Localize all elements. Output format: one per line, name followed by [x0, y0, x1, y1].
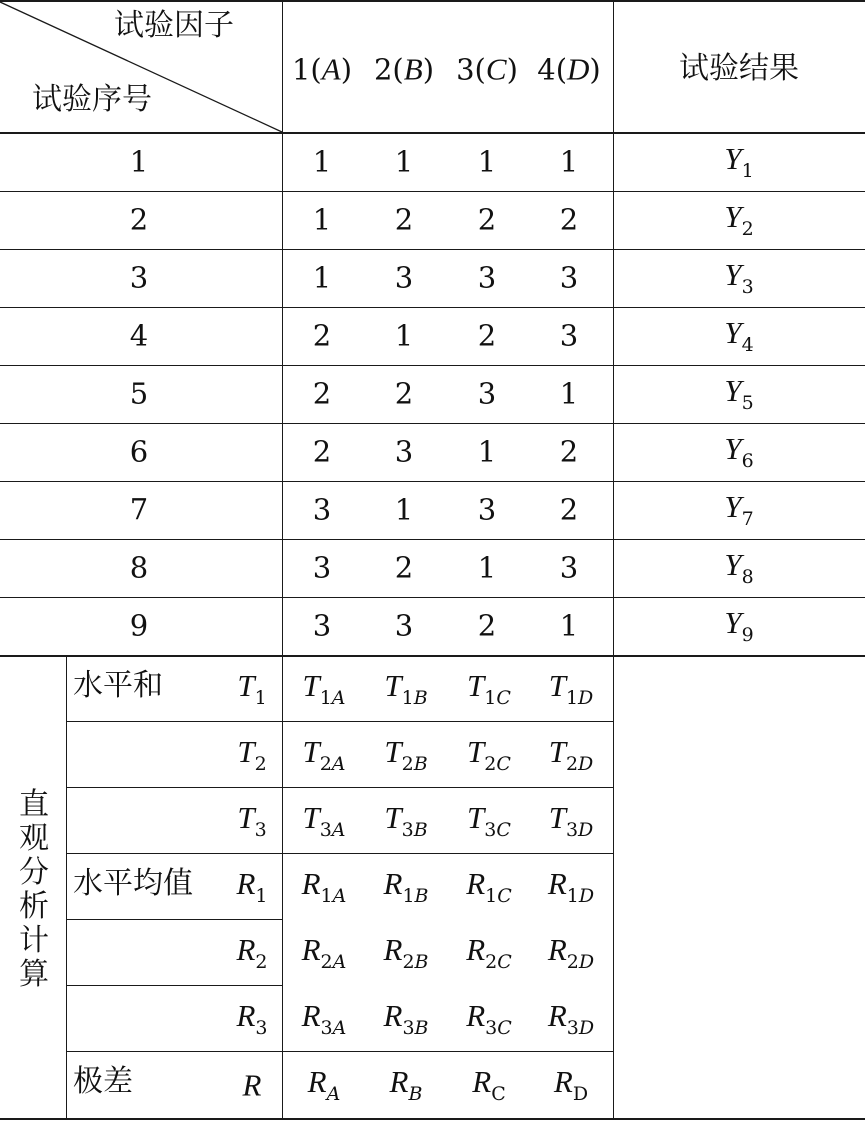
level-cell: 2: [394, 376, 414, 411]
analysis-cell: [302, 868, 347, 906]
factor-number: 4: [537, 52, 556, 87]
analysis-cell-subscript: 2B: [402, 951, 429, 973]
level-cell: 2: [477, 202, 497, 237]
analysis-cell: [548, 868, 594, 906]
level-cell: 3: [477, 260, 497, 295]
analysis-cell-subscript: 2A: [319, 753, 346, 775]
level-cell: 2: [477, 608, 497, 643]
analysis-cell-symbol: R: [301, 866, 321, 901]
analysis-cell-subscript: 1A: [319, 687, 346, 709]
result-subscript: 8: [741, 566, 754, 588]
analysis-group-label: 水平均值: [73, 866, 193, 901]
analysis-symbol-letter: R: [236, 998, 256, 1033]
result-subscript: 4: [741, 334, 754, 356]
analysis-cell-subscript: 3A: [319, 819, 346, 841]
paren: ): [589, 52, 601, 87]
level-cell: 2: [394, 550, 414, 585]
analysis-symbol: [236, 868, 267, 906]
analysis-cell: [384, 934, 429, 972]
analysis-cell-subscript: 3D: [565, 819, 594, 841]
paren: (: [555, 52, 568, 87]
result-subscript: 1: [741, 160, 754, 182]
rule-body-bottom: [0, 655, 865, 657]
analysis-group-label: 水平和: [73, 668, 163, 703]
analysis-symbol-subscript: 1: [255, 885, 268, 907]
level-cell: 3: [394, 608, 414, 643]
result-subscript: 3: [741, 276, 754, 298]
analysis-cell-symbol: T: [467, 668, 485, 703]
paren: (: [474, 52, 486, 87]
analysis-cell-subscript: 2C: [484, 753, 511, 775]
analysis-symbol: [242, 1067, 262, 1103]
rule-analysis: [66, 1051, 614, 1052]
level-cell: 2: [312, 318, 332, 353]
analysis-cell: [308, 1066, 341, 1104]
analysis-cell: [384, 802, 427, 840]
factor-header: [456, 51, 518, 87]
analysis-cell-symbol: T: [302, 800, 320, 835]
result-subscript: 9: [741, 624, 754, 646]
analysis-cell-symbol: T: [548, 734, 566, 769]
analysis-cell-symbol: T: [384, 800, 402, 835]
result-symbol: Y: [724, 605, 742, 640]
analysis-cell-subscript: 2B: [401, 753, 428, 775]
result-symbol: Y: [724, 141, 742, 176]
analysis-cell: [384, 1000, 429, 1038]
rule-row: [0, 249, 865, 250]
analysis-cell-subscript: 1C: [484, 687, 511, 709]
result-symbol: Y: [724, 199, 742, 234]
analysis-cell: [302, 802, 345, 840]
rule-row: [0, 365, 865, 366]
result-cell: [724, 317, 753, 355]
result-cell: [724, 491, 753, 529]
factor-letter: A: [321, 51, 341, 87]
header-result-label: 试验结果: [679, 51, 799, 86]
factor-letter: C: [485, 51, 507, 87]
analysis-cell-symbol: T: [548, 668, 566, 703]
level-cell: 2: [394, 202, 414, 237]
analysis-cell-subscript: A: [326, 1083, 341, 1105]
analysis-cell-subscript: B: [408, 1083, 423, 1105]
analysis-cell-symbol: R: [466, 932, 486, 967]
level-cell: 3: [312, 608, 332, 643]
result-subscript: 6: [741, 450, 754, 472]
result-cell: [724, 433, 753, 471]
analysis-cell: [467, 736, 511, 774]
analysis-cell-symbol: R: [383, 998, 403, 1033]
result-cell: [724, 607, 753, 645]
trial-number: 6: [129, 434, 149, 469]
rule-analysis: [66, 787, 614, 788]
level-cell: 1: [477, 434, 497, 469]
factor-number: 1: [291, 52, 311, 87]
analysis-symbol-letter: T: [237, 800, 255, 835]
analysis-cell: [384, 868, 429, 906]
analysis-cell-subscript: 1B: [402, 885, 429, 907]
analysis-cell-symbol: T: [384, 734, 402, 769]
analysis-cell-symbol: R: [383, 866, 403, 901]
analysis-cell-symbol: R: [547, 866, 567, 901]
analysis-symbol-subscript: 3: [255, 1017, 268, 1039]
header-factor-label: 试验因子: [114, 8, 234, 43]
analysis-cell-subscript: 3D: [566, 1017, 595, 1039]
level-cell: 1: [477, 550, 497, 585]
analysis-cell: [549, 802, 594, 840]
result-subscript: 7: [741, 508, 754, 530]
side-char: 直: [19, 787, 49, 822]
result-cell: [724, 201, 753, 239]
side-char: 观: [19, 821, 49, 856]
trial-number: 2: [129, 202, 149, 237]
analysis-cell: [467, 670, 511, 708]
paren: (: [310, 52, 322, 87]
analysis-cell: [384, 736, 427, 774]
rule-row: [0, 423, 865, 424]
result-symbol: Y: [724, 315, 742, 350]
analysis-cell-symbol: R: [553, 1064, 573, 1099]
rule-analysis: [66, 985, 282, 986]
trial-number: 5: [129, 376, 149, 411]
analysis-cell-symbol: T: [548, 800, 566, 835]
level-cell: 1: [394, 144, 414, 179]
rule-row: [0, 597, 865, 598]
analysis-cell-subscript: 2A: [320, 951, 347, 973]
rule-row: [0, 307, 865, 308]
level-cell: 1: [477, 144, 497, 179]
factor-header: [373, 51, 435, 87]
trial-number: 8: [129, 550, 149, 585]
result-cell: [724, 259, 753, 297]
analysis-cell-symbol: R: [301, 932, 321, 967]
rule-row: [0, 481, 865, 482]
level-cell: 3: [559, 550, 579, 585]
analysis-cell-symbol: R: [301, 998, 321, 1033]
level-cell: 3: [559, 318, 579, 353]
trial-number: 7: [129, 492, 149, 527]
analysis-cell-subscript: 1D: [565, 687, 594, 709]
analysis-symbol-subscript: 3: [254, 819, 267, 841]
level-cell: 2: [559, 492, 579, 527]
rule-analysis: [66, 919, 282, 920]
analysis-cell-symbol: T: [302, 734, 320, 769]
paren: ): [340, 52, 353, 87]
level-cell: 3: [559, 260, 579, 295]
analysis-cell: [554, 1066, 588, 1104]
level-cell: 2: [477, 318, 497, 353]
analysis-cell-symbol: R: [389, 1064, 409, 1099]
result-subscript: 2: [741, 218, 754, 240]
analysis-symbol: [236, 1000, 267, 1038]
analysis-cell-subscript: 3C: [484, 819, 511, 841]
side-char: 计: [19, 923, 49, 958]
analysis-cell-symbol: R: [547, 998, 567, 1033]
analysis-cell-subscript: 1A: [320, 885, 347, 907]
analysis-cell-subscript: 3B: [401, 819, 428, 841]
analysis-cell-symbol: R: [307, 1064, 327, 1099]
result-symbol: Y: [724, 547, 742, 582]
analysis-cell: [390, 1066, 423, 1104]
paren: ): [422, 52, 435, 87]
analysis-cell: [384, 670, 427, 708]
rule-analysis: [66, 721, 614, 722]
rule-vertical: [282, 0, 283, 1120]
analysis-symbol-subscript: 2: [254, 753, 267, 775]
analysis-cell: [549, 670, 594, 708]
level-cell: 1: [312, 202, 332, 237]
analysis-symbol-letter: R: [236, 932, 256, 967]
level-cell: 1: [394, 492, 414, 527]
analysis-cell-symbol: T: [302, 668, 320, 703]
analysis-cell: [548, 1000, 594, 1038]
analysis-symbol: [236, 934, 267, 972]
analysis-symbol-letter: R: [236, 866, 256, 901]
analysis-cell-symbol: R: [547, 932, 567, 967]
level-cell: 3: [394, 260, 414, 295]
level-cell: 3: [312, 492, 332, 527]
rule-vertical: [66, 655, 67, 1120]
factor-header: [537, 51, 601, 87]
analysis-symbol-letter: R: [242, 1067, 262, 1103]
analysis-cell-subscript: 3A: [320, 1017, 347, 1039]
result-cell: [724, 143, 753, 181]
factor-letter: D: [567, 51, 590, 87]
analysis-symbol-letter: T: [237, 668, 255, 703]
analysis-symbol: [237, 670, 266, 708]
result-cell: [724, 549, 753, 587]
trial-number: 9: [129, 608, 149, 643]
analysis-symbol-subscript: 1: [254, 687, 267, 709]
level-cell: 3: [477, 492, 497, 527]
analysis-cell-symbol: T: [384, 668, 402, 703]
paren: (: [392, 52, 404, 87]
level-cell: 3: [477, 376, 497, 411]
level-cell: 2: [559, 202, 579, 237]
analysis-side-label: [16, 788, 52, 992]
result-symbol: Y: [724, 373, 742, 408]
analysis-cell-subscript: 1D: [566, 885, 595, 907]
result-symbol: Y: [724, 257, 742, 292]
result-symbol: Y: [724, 431, 742, 466]
analysis-cell: [302, 670, 345, 708]
level-cell: 2: [559, 434, 579, 469]
analysis-cell: [302, 736, 345, 774]
analysis-symbol-subscript: 2: [255, 951, 268, 973]
analysis-cell-subscript: 2D: [565, 753, 594, 775]
level-cell: 2: [312, 434, 332, 469]
level-cell: 1: [559, 144, 579, 179]
factor-letter: B: [403, 51, 423, 87]
analysis-cell-subscript: C: [491, 1083, 506, 1105]
level-cell: 1: [312, 144, 332, 179]
analysis-cell-subscript: 3B: [402, 1017, 429, 1039]
analysis-group-label: 极差: [73, 1064, 133, 1099]
analysis-cell-subscript: 2C: [485, 951, 512, 973]
side-char: 分: [19, 855, 49, 890]
analysis-cell: [302, 1000, 347, 1038]
analysis-cell-symbol: R: [466, 998, 486, 1033]
level-cell: 2: [312, 376, 332, 411]
trial-number: 3: [129, 260, 149, 295]
analysis-cell: [302, 934, 347, 972]
result-cell: [724, 375, 753, 413]
header-trial-label: 试验序号: [32, 82, 152, 117]
analysis-symbol: [237, 736, 266, 774]
factor-number: 3: [456, 52, 475, 87]
rule-vertical: [613, 0, 614, 1120]
analysis-cell-subscript: 1B: [401, 687, 428, 709]
analysis-cell-symbol: R: [383, 932, 403, 967]
level-cell: 1: [394, 318, 414, 353]
analysis-cell-symbol: T: [467, 734, 485, 769]
analysis-cell: [548, 934, 594, 972]
rule-bottom: [0, 1118, 865, 1120]
side-char: 算: [19, 957, 49, 992]
factor-header: [291, 51, 353, 87]
level-cell: 3: [312, 550, 332, 585]
analysis-cell-subscript: 1C: [485, 885, 512, 907]
analysis-cell: [549, 736, 594, 774]
analysis-cell: [466, 868, 512, 906]
analysis-cell: [467, 802, 511, 840]
analysis-cell-subscript: 2D: [566, 951, 595, 973]
analysis-cell: [472, 1066, 505, 1104]
rule-row: [0, 191, 865, 192]
analysis-cell: [466, 1000, 512, 1038]
analysis-cell-symbol: T: [467, 800, 485, 835]
level-cell: 1: [312, 260, 332, 295]
rule-row: [0, 539, 865, 540]
rule-analysis: [66, 853, 614, 854]
level-cell: 1: [559, 608, 579, 643]
trial-number: 1: [129, 144, 149, 179]
analysis-symbol-letter: T: [237, 734, 255, 769]
analysis-cell-symbol: R: [472, 1064, 492, 1099]
analysis-cell-symbol: R: [466, 866, 486, 901]
level-cell: 1: [559, 376, 579, 411]
side-char: 析: [19, 889, 49, 924]
analysis-cell-subscript: 3C: [485, 1017, 512, 1039]
paren: ): [506, 52, 518, 87]
factor-number: 2: [373, 52, 393, 87]
level-cell: 3: [394, 434, 414, 469]
result-symbol: Y: [724, 489, 742, 524]
analysis-symbol: [237, 802, 266, 840]
trial-number: 4: [129, 318, 149, 353]
result-subscript: 5: [741, 392, 754, 414]
analysis-cell: [466, 934, 512, 972]
analysis-cell-subscript: D: [572, 1083, 589, 1105]
